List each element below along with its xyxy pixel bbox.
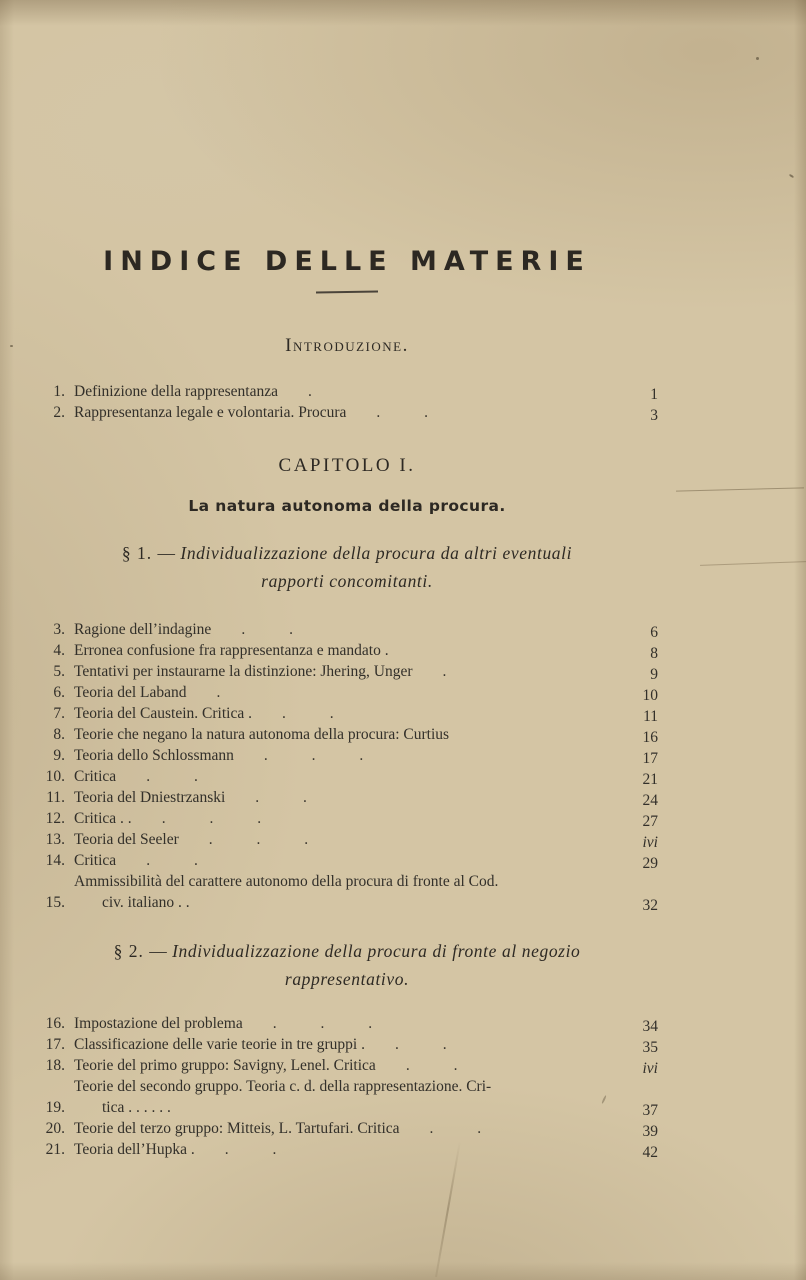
dot-leader: . . .: [263, 747, 384, 764]
entry-page-number: 6: [650, 624, 658, 641]
entry-body: [74, 682, 616, 703]
paper-scratch-mark: [676, 487, 804, 491]
entry-number: 12.: [45, 810, 65, 827]
entry-body: [74, 1139, 616, 1160]
toc-entry: [36, 766, 658, 787]
entry-number: 6.: [53, 684, 65, 701]
entry-number: 2.: [53, 404, 65, 421]
entry-number: 18.: [45, 1057, 65, 1074]
entry-number: 21.: [45, 1141, 65, 1158]
section-1-title-line2: rapporti concomitanti.: [261, 571, 433, 591]
entry-body: [74, 829, 616, 850]
entry-text: Tentativi per instaurarne la distinzione: Jhering, Unger: [74, 663, 413, 680]
entry-number: 9.: [53, 747, 65, 764]
toc-entry: [36, 703, 658, 724]
entry-body: [74, 808, 616, 829]
entry-text: Teorie del primo gruppo: Savigny, Lenel. Critica: [74, 1057, 376, 1074]
dot-leader: . .: [429, 1120, 502, 1137]
paper-speck: [789, 174, 794, 179]
entry-body: [74, 619, 616, 640]
section-2-title-line1: Individualizzazione della procura di fronte al negozio: [172, 941, 581, 961]
entry-page-number: 29: [642, 855, 658, 872]
entry-body: [74, 850, 616, 871]
toc-entry: [36, 787, 658, 808]
toc-entry: [36, 808, 658, 829]
dot-leader: . . .: [161, 810, 282, 827]
entry-body: [74, 703, 616, 724]
entry-number: 7.: [53, 705, 65, 722]
paper-speck: [10, 345, 13, 347]
dot-leader: . .: [394, 1036, 467, 1053]
page-content: [36, 246, 658, 1160]
dot-leader: .: [307, 383, 332, 400]
dot-leader: . .: [146, 852, 218, 869]
section-2-label: § 2. —: [113, 941, 168, 961]
page-title: INDICE DELLE MATERIE: [103, 246, 591, 277]
entry-number: 1.: [53, 383, 65, 400]
entry-number: 14.: [45, 852, 65, 869]
entry-page-number: 9: [650, 666, 658, 683]
dot-leader: . . .: [208, 831, 329, 848]
entry-number: 8.: [53, 726, 65, 743]
entry-page-number: 39: [642, 1123, 658, 1140]
entry-text: Teorie del secondo gruppo. Teoria c. d. della rappresentazione. Cri-: [74, 1078, 492, 1095]
toc-entry: [36, 871, 658, 913]
dot-leader: . .: [376, 404, 449, 421]
entry-text-continuation: tica . . . . . .: [102, 1099, 171, 1116]
entry-text-continuation: civ. italiano . .: [102, 894, 190, 911]
entry-number: 19.: [45, 1099, 65, 1116]
entry-text: Teorie del terzo gruppo: Mitteis, L. Tartufari. Critica: [74, 1120, 400, 1137]
entry-body: [74, 1055, 616, 1076]
entry-text: Critica . .: [74, 810, 132, 827]
entry-page-number: 35: [642, 1039, 658, 1056]
entry-page-number: 11: [643, 708, 658, 725]
entry-body: [74, 1034, 616, 1055]
entry-text: Teoria del Seeler: [74, 831, 179, 848]
entry-page-number: 16: [642, 729, 658, 746]
entry-number: 4.: [53, 642, 65, 659]
entry-text: Teoria del Caustein. Critica .: [74, 705, 252, 722]
toc-entry: [36, 745, 658, 766]
entry-page-number: 10: [642, 687, 658, 704]
entry-number: 15.: [45, 894, 65, 911]
dot-leader: .: [216, 684, 241, 701]
toc-entry: [36, 1139, 658, 1160]
dot-leader: . .: [281, 705, 354, 722]
section-1-heading: [36, 539, 658, 595]
toc-entry: [36, 1034, 658, 1055]
entry-page-number: 37: [642, 1102, 658, 1119]
toc-entry: [36, 850, 658, 871]
dot-leader: .: [442, 663, 467, 680]
entry-body: [74, 661, 616, 682]
entry-text: Critica: [74, 768, 117, 785]
entry-page-number: 27: [642, 813, 658, 830]
dot-leader: . .: [241, 621, 313, 638]
entry-number: 20.: [45, 1120, 65, 1137]
dot-leader: . .: [255, 789, 327, 806]
entry-text: Teoria dell’Hupka .: [74, 1141, 195, 1158]
section-2-title-line2: rappresentativo.: [284, 969, 410, 989]
paper-speck: [756, 57, 759, 60]
toc-entry: [36, 829, 658, 850]
introduction-heading: Introduzione.: [285, 335, 409, 356]
entry-body: [74, 871, 616, 913]
toc-entry: [36, 381, 658, 402]
toc-entry: [36, 640, 658, 661]
entry-number: 3.: [53, 621, 65, 638]
entry-body: [74, 745, 616, 766]
entry-page-number: 21: [642, 771, 658, 788]
section-1-title-line1: Individualizzazione della procura da altri eventuali: [180, 543, 573, 563]
entry-number: 13.: [45, 831, 65, 848]
paper-scratch-mark: [700, 561, 806, 566]
entry-text: Ragione dell’indagine: [74, 621, 212, 638]
entry-body: [74, 724, 616, 745]
entry-text: Teoria del Dniestrzanski: [74, 789, 226, 806]
chapter-subtitle: La natura autonoma della procura.: [188, 497, 506, 515]
entry-text: Teoria dello Schlossmann: [74, 747, 234, 764]
toc-entry: [36, 402, 658, 423]
entry-text: Rappresentanza legale e volontaria. Procura: [74, 404, 347, 421]
toc-section-1-entries: [36, 619, 658, 913]
entry-body: [74, 1118, 616, 1139]
entry-body: [74, 381, 616, 402]
entry-body: [74, 1013, 616, 1034]
dot-leader: . .: [405, 1057, 478, 1074]
entry-number: 11.: [46, 789, 65, 806]
toc-entry: [36, 682, 658, 703]
entry-body: [74, 766, 616, 787]
entry-body: [74, 787, 616, 808]
entry-text: Impostazione del problema: [74, 1015, 243, 1032]
entry-text: Definizione della rappresentanza: [74, 383, 278, 400]
entry-number: 16.: [45, 1015, 65, 1032]
entry-page-number: 17: [642, 750, 658, 767]
entry-text: Teoria del Laband: [74, 684, 187, 701]
entry-number: 5.: [53, 663, 65, 680]
entry-page-number: 42: [642, 1144, 658, 1161]
toc-entry: [36, 1076, 658, 1118]
toc-entry: [36, 1118, 658, 1139]
entry-page-number: 34: [642, 1018, 658, 1035]
entry-number: 10.: [45, 768, 65, 785]
dot-leader: . .: [224, 1141, 297, 1158]
entry-page-number: 24: [642, 792, 658, 809]
entry-page-number: ivi: [642, 1060, 658, 1077]
entry-text: Teorie che negano la natura autonoma della procura: Curtius: [74, 726, 450, 743]
toc-entry: [36, 1013, 658, 1034]
entry-number: 17.: [45, 1036, 65, 1053]
paper-crease: [435, 1141, 461, 1277]
entry-page-number: 3: [650, 407, 658, 424]
entry-body: [74, 1076, 616, 1118]
entry-body: [74, 402, 616, 423]
toc-entry: [36, 619, 658, 640]
toc-section-2-entries: [36, 1013, 658, 1160]
dot-leader: . . .: [272, 1015, 393, 1032]
toc-entry: [36, 724, 658, 745]
entry-page-number: 8: [650, 645, 658, 662]
entry-page-number: 1: [650, 386, 658, 403]
chapter-heading: CAPITOLO I.: [278, 455, 416, 476]
entry-body: [74, 640, 616, 661]
toc-entry: [36, 1055, 658, 1076]
title-rule: [316, 290, 378, 293]
toc-entry: [36, 661, 658, 682]
toc-introduction-entries: [36, 381, 658, 423]
entry-page-number: 32: [642, 897, 658, 914]
section-1-label: § 1. —: [121, 543, 177, 563]
entry-text: Erronea confusione fra rappresentanza e mandato .: [74, 642, 389, 659]
entry-text: Ammissibilità del carattere autonomo della procura di fronte al Cod.: [74, 873, 499, 890]
entry-text: Classificazione delle varie teorie in tre gruppi .: [74, 1036, 365, 1053]
section-2-heading: [36, 937, 658, 993]
entry-page-number: ivi: [642, 834, 658, 851]
entry-text: Critica: [74, 852, 117, 869]
dot-leader: . .: [146, 768, 218, 785]
